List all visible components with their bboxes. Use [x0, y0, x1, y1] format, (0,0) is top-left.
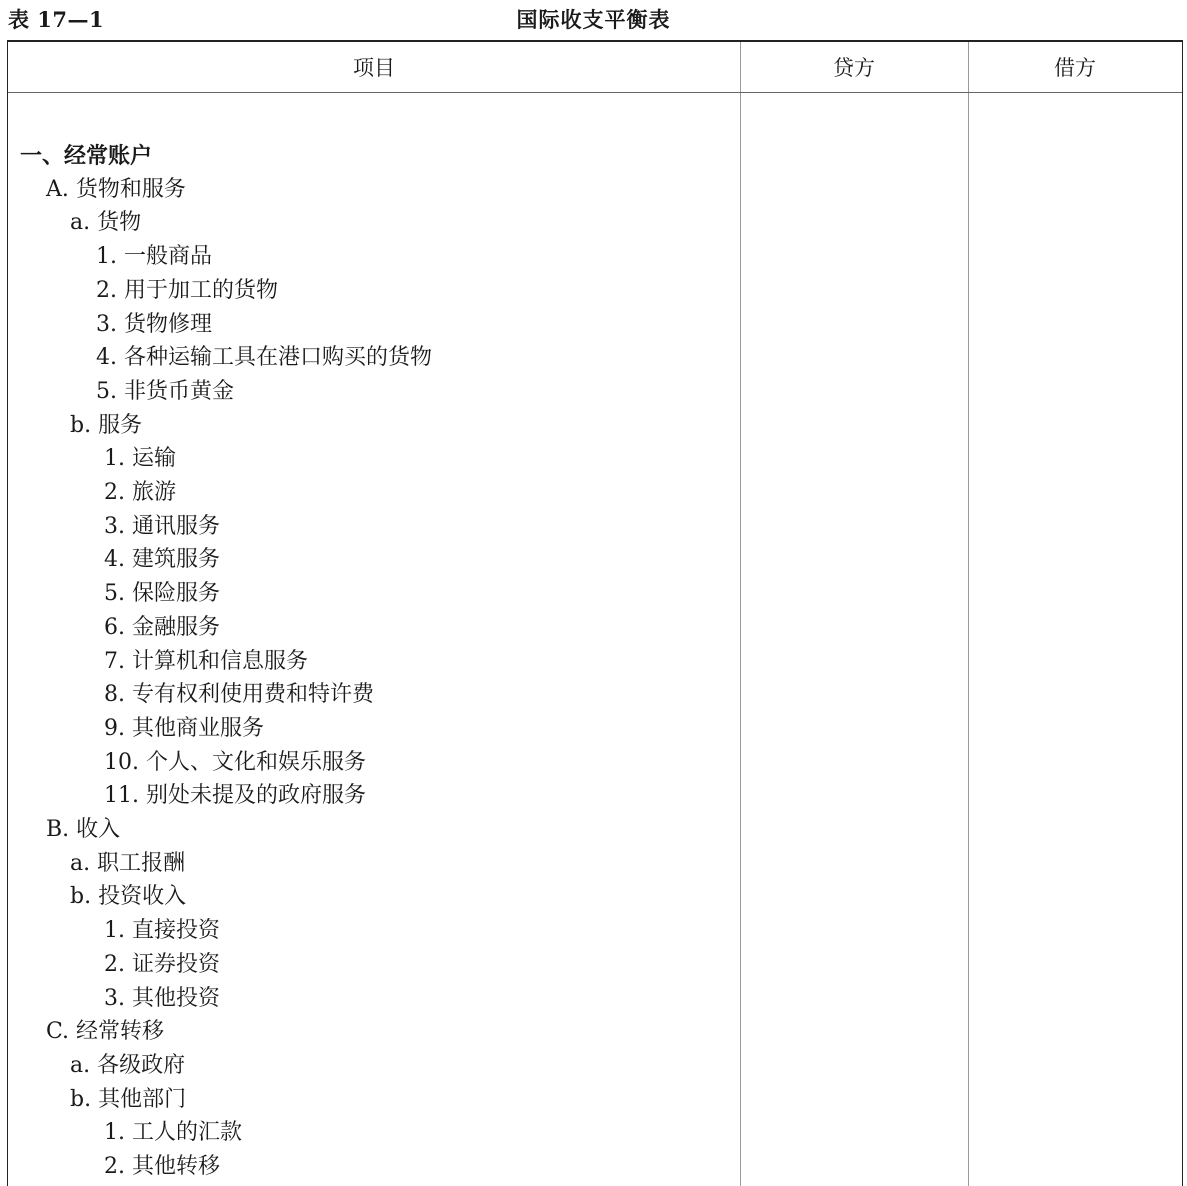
column-divider [740, 42, 741, 1186]
table-row: 3. 货物修理 [96, 311, 212, 337]
table-row: 10. 个人、文化和娱乐服务 [104, 749, 366, 775]
table-row: 6. 金融服务 [104, 614, 220, 640]
table-row: 4. 建筑服务 [104, 547, 220, 573]
table-row: 5. 非货币黄金 [96, 378, 234, 404]
table-row: b. 服务 [70, 412, 143, 438]
table-row: 2. 证券投资 [104, 951, 220, 977]
header-divider [8, 92, 1182, 93]
table-row: a. 货物 [70, 210, 142, 236]
section-heading: 一、经常账户 [20, 143, 153, 169]
table-row: b. 投资收入 [70, 884, 187, 910]
table-title: 国际收支平衡表 [516, 7, 671, 32]
column-header-credit: 贷方 [833, 56, 875, 80]
table-label: 表 17—1 [8, 7, 105, 32]
table-row: 1. 直接投资 [104, 918, 220, 944]
table-row: 4. 各种运输工具在港口购买的货物 [96, 345, 432, 371]
table-row: a. 各级政府 [70, 1052, 186, 1078]
table-row: 1. 运输 [104, 446, 176, 472]
table-row: 11. 别处未提及的政府服务 [104, 783, 366, 809]
column-header-item: 项目 [353, 56, 395, 80]
table-row: 5. 保险服务 [104, 581, 220, 607]
table-row: 8. 专有权利使用费和特许费 [104, 682, 374, 708]
column-divider [968, 42, 969, 1186]
table-row: a. 职工报酬 [70, 850, 186, 876]
table-row: C. 经常转移 [46, 1019, 165, 1045]
table-row: 9. 其他商业服务 [104, 715, 264, 741]
table-row: 2. 用于加工的货物 [96, 277, 278, 303]
table-row: 3. 通讯服务 [104, 513, 220, 539]
balance-table [7, 40, 1183, 1186]
table-row: A. 货物和服务 [46, 176, 186, 202]
table-row: 1. 一般商品 [96, 244, 212, 270]
table-row: 7. 计算机和信息服务 [104, 648, 308, 674]
table-row: 3. 其他投资 [104, 985, 220, 1011]
table-row: 2. 其他转移 [104, 1154, 220, 1179]
column-header-debit: 借方 [1054, 56, 1096, 80]
table-row: 1. 工人的汇款 [104, 1120, 242, 1146]
table-row: b. 其他部门 [70, 1086, 187, 1112]
table-row: B. 收入 [46, 817, 121, 842]
table-row: 2. 旅游 [104, 480, 176, 505]
